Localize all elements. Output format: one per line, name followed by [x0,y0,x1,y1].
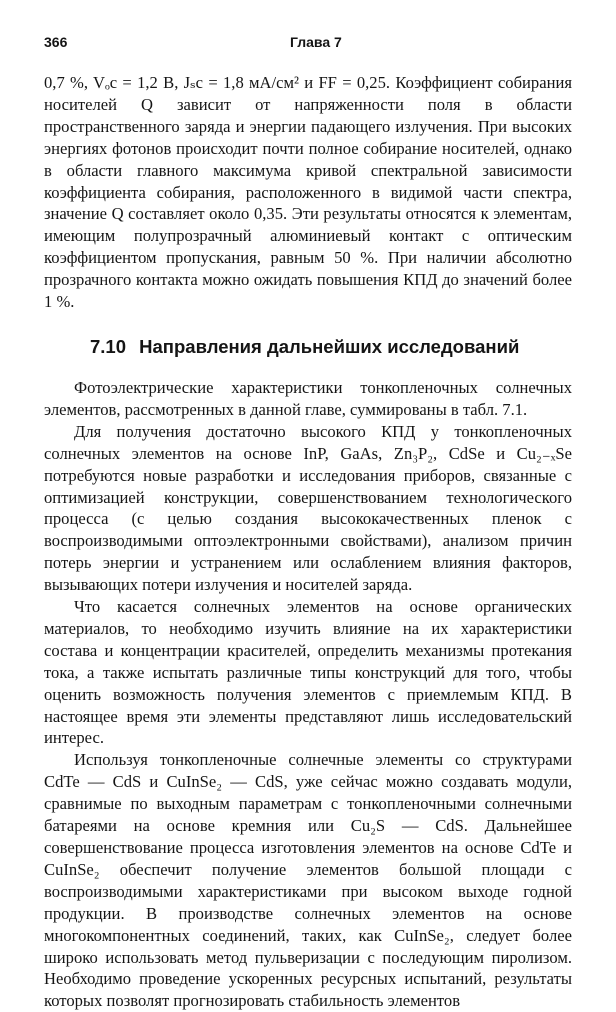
paragraph: Для получения достаточно высокого КПД у тонкопленочных солнечных элементов на основе InP, GaAs, Zn₃P₂, CdSe и Cu₂₋ₓSe потребуются новые разработки и исследования приборов, связанные с оптимизацией конструкции, совершенствованием технологического процесса (с целью создания высококачественных пленок с воспроизводимыми оптоэлектронными свойствами), анализом причин потерь энергии и устранением или ослаблением влияния факторов, вызывающих потери излучения и носителей заряда. [44,421,572,595]
section-heading [44,335,572,359]
section-title: Направления дальнейших исследований [139,335,520,357]
running-header [44,34,572,54]
paragraph: Фотоэлектрические характеристики тонкопленочных солнечных элементов, рассмотренных в данной главе, суммированы в табл. 7.1. [44,377,572,419]
section-number: 7.10 [90,335,127,357]
chapter-title: Глава 7 [290,34,342,50]
page-number: 366 [44,34,68,50]
page-body [44,72,572,1012]
paragraph-continuation: 0,7 %, Vₒc = 1,2 В, Jₛc = 1,8 мА/см² и FF = 0,25. Коэффициент собирания носителей Q зависит от напряженности поля в области пространственного заряда и энергии падающего излучения. При высоких энергиях фотонов происходит почти полное собирание носителей, однако в области главного максимума кривой спектральной зависимости коэффициента собирания, расположенного в видимой части спектра, значение Q составляет около 0,35. Эти результаты относятся к элементам, имеющим полупрозрачный алюминиевый контакт с оптическим коэффициентом пропускания, равным 50 %. При наличии абсолютно прозрачного контакта можно ожидать повышения КПД до значений более 1 %. [44,73,572,312]
paragraph: Используя тонкопленочные солнечные элементы со структурами CdTe — CdS и CuInSe₂ — CdS, уже сейчас можно создавать модули, сравнимые по выходным параметрам с тонкопленочными солнечными батареями на основе кремния или Cu₂S — CdS. Дальнейшее совершенствование процесса изготовления элементов на основе CdTe и CuInSe₂ обеспечит получение элементов большой площади с воспроизводимыми характеристиками при высоком выходе годной продукции. В производстве солнечных элементов на основе многокомпонентных соединений, таких, как CuInSe₂, следует более широко использовать метод пульверизации с последующим пиролизом. Необходимо проведение ускоренных ресурсных испытаний, результаты которых позволят прогнозировать стабильность элементов [44,750,572,1011]
paragraph: Что касается солнечных элементов на основе органических материалов, то необходимо изучить влияние на их характеристики состава и концентрации красителей, определить механизмы протекания тока, а также испытать различные типы конструкций для того, чтобы оценить возможность получения элементов с приемлемым КПД. В настоящее время эти элементы представляют лишь исследовательский интерес. [44,597,572,748]
